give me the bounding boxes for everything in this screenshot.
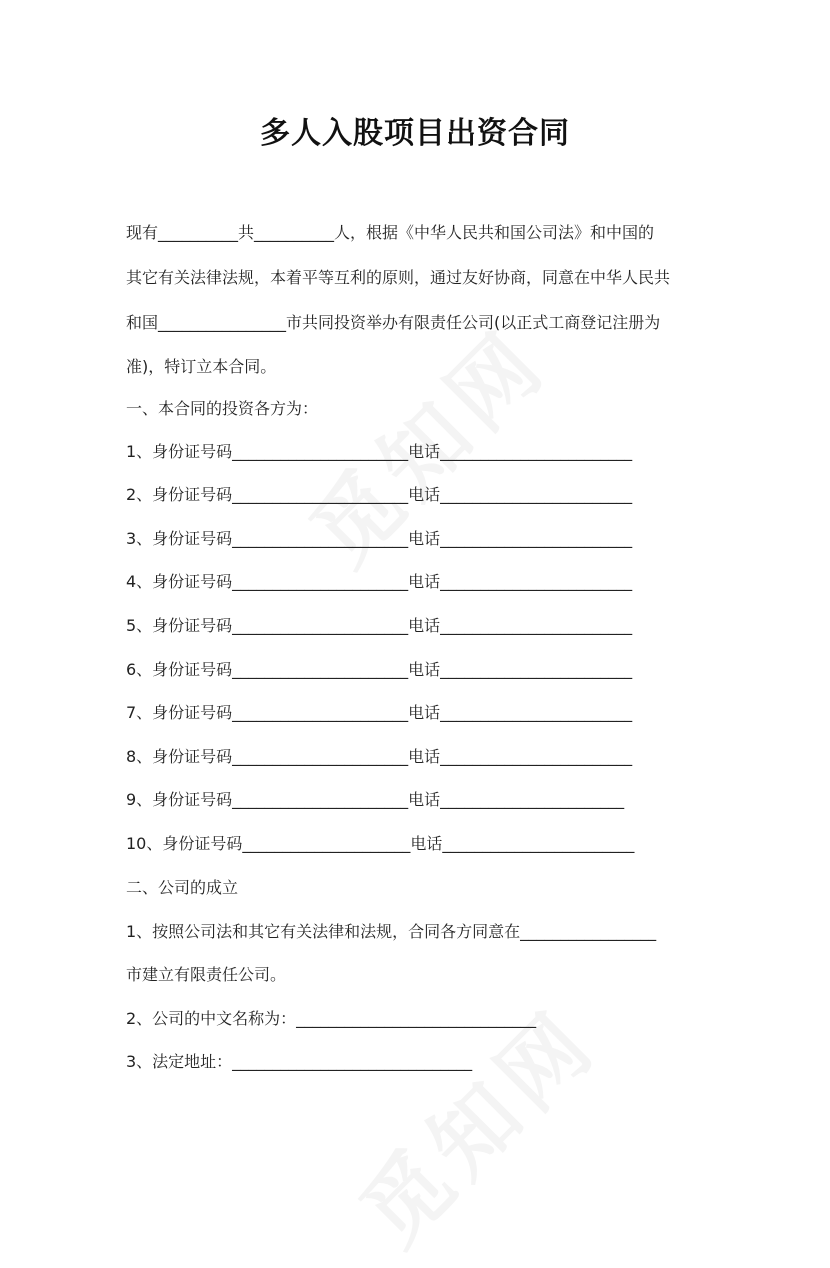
- paragraph-line: 现有__________共__________人，根据《中华人民共和国公司法》和中国的: [126, 223, 655, 242]
- investor-row: 4、身份证号码______________________电话________________________: [126, 572, 633, 591]
- section-heading: 二、公司的成立: [126, 878, 239, 897]
- investor-row: 1、身份证号码______________________电话________________________: [126, 442, 633, 461]
- paragraph-line: 3、法定地址：______________________________: [126, 1052, 473, 1071]
- paragraph-line: 其它有关法律法规，本着平等互利的原则，通过友好协商，同意在中华人民共: [126, 268, 671, 287]
- investor-row: 3、身份证号码______________________电话________________________: [126, 529, 633, 548]
- paragraph-line: 市建立有限责任公司。: [126, 965, 287, 984]
- section-heading: 一、本合同的投资各方为：: [126, 399, 319, 418]
- paragraph-line: 1、按照公司法和其它有关法律和法规，合同各方同意在_________________: [126, 922, 657, 941]
- investor-row: 10、身份证号码_____________________电话________________________: [126, 834, 635, 853]
- investor-row: 2、身份证号码______________________电话________________________: [126, 485, 633, 504]
- investor-row: 6、身份证号码______________________电话________________________: [126, 660, 633, 679]
- paragraph-line: 准)，特订立本合同。: [126, 357, 277, 376]
- document-title: 多人入股项目出资合同: [260, 116, 570, 151]
- investor-row: 7、身份证号码______________________电话________________________: [126, 703, 633, 722]
- paragraph-line: 和国________________市共同投资举办有限责任公司(以正式工商登记注册为: [126, 313, 661, 332]
- investor-row: 5、身份证号码______________________电话________________________: [126, 616, 633, 635]
- paragraph-line: 2、公司的中文名称为：______________________________: [126, 1009, 537, 1028]
- investor-row: 8、身份证号码______________________电话________________________: [126, 747, 633, 766]
- investor-row: 9、身份证号码______________________电话_______________________: [126, 790, 625, 809]
